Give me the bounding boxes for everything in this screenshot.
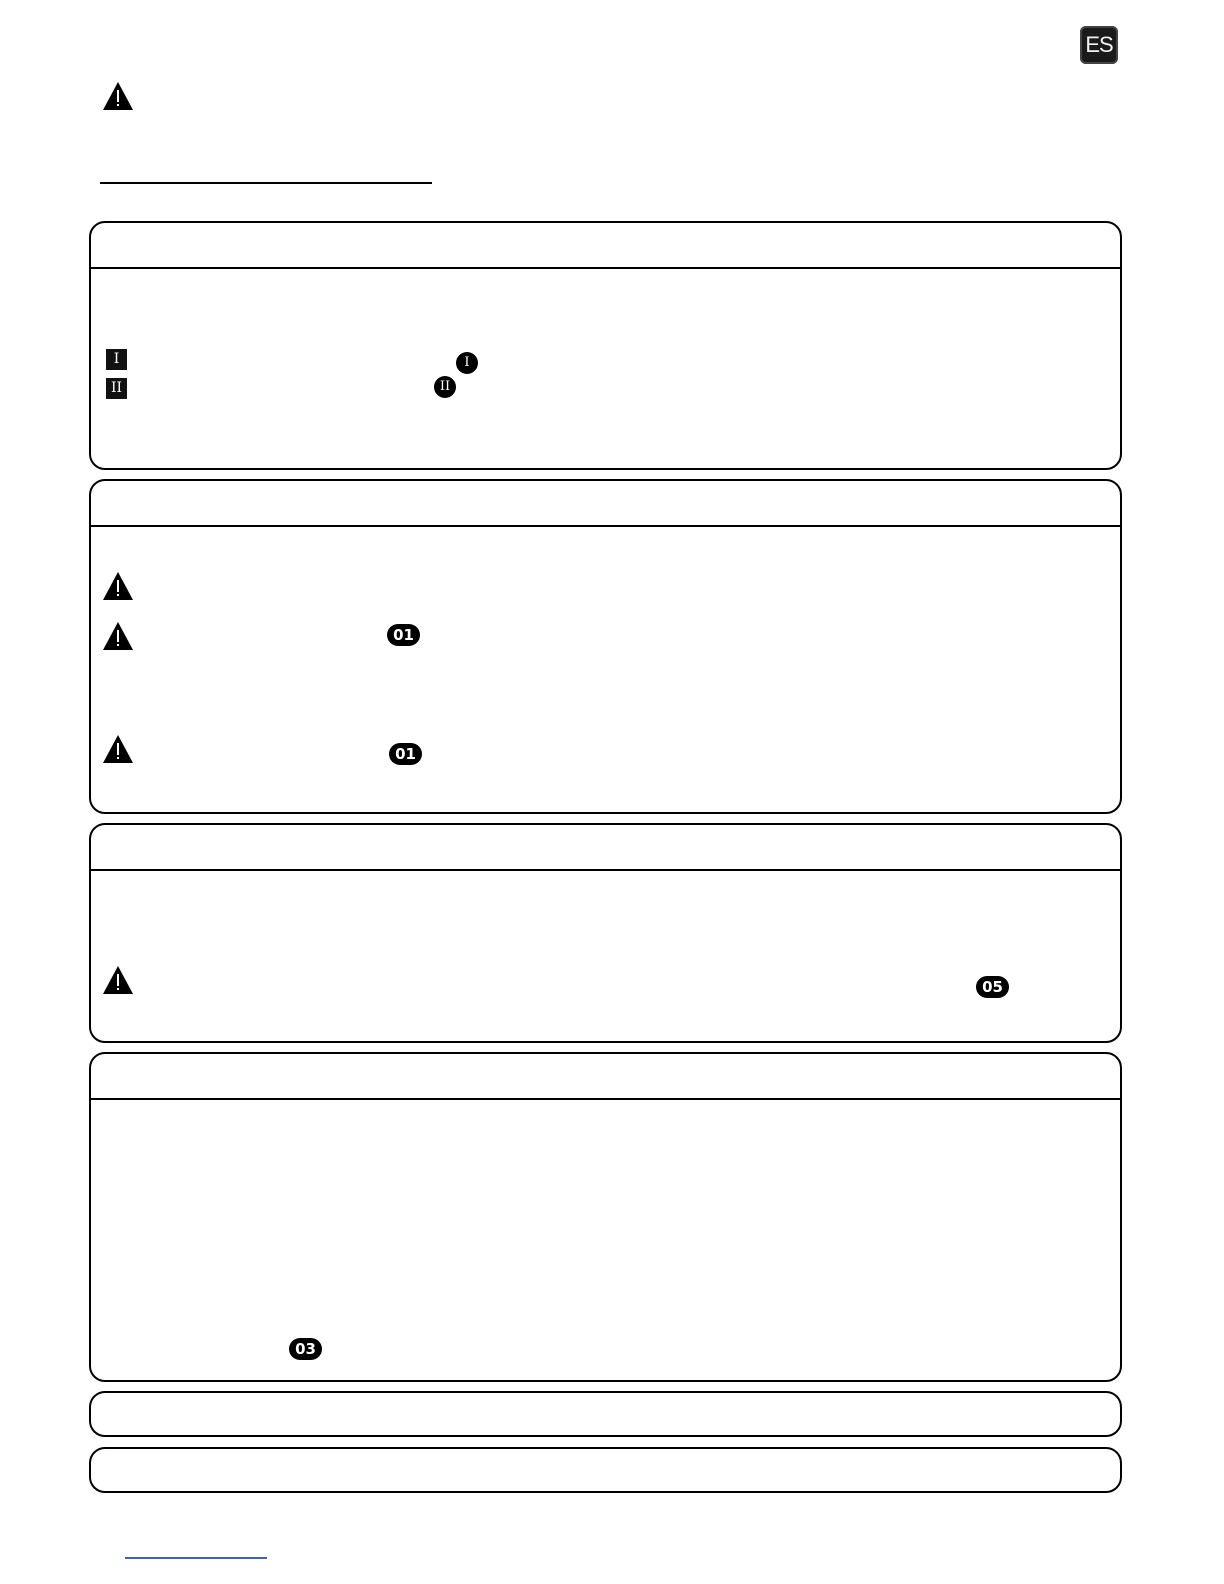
title-underline <box>100 182 432 184</box>
level-two-circle-icon: II <box>434 376 456 398</box>
section-header-divider <box>91 267 1120 269</box>
section-header-divider <box>91 869 1120 871</box>
level-one-square-icon: I <box>106 349 127 370</box>
reference-number-icon: 05 <box>976 976 1009 998</box>
reference-number-icon: 03 <box>289 1338 322 1360</box>
section-box-5 <box>89 1391 1122 1437</box>
section-box-2 <box>89 479 1122 814</box>
section-box-6 <box>89 1447 1122 1493</box>
section-box-3 <box>89 823 1122 1043</box>
warning-triangle-icon <box>102 734 134 764</box>
language-badge: ES <box>1080 26 1118 64</box>
footer-link[interactable] <box>125 1557 267 1559</box>
warning-triangle-icon <box>102 965 134 995</box>
level-one-circle-icon: I <box>456 352 478 374</box>
warning-triangle-icon <box>102 621 134 651</box>
section-box-4 <box>89 1052 1122 1382</box>
level-two-square-icon: II <box>106 378 127 399</box>
reference-number-icon: 01 <box>389 743 422 765</box>
warning-triangle-icon <box>102 81 134 111</box>
reference-number-icon: 01 <box>387 624 420 646</box>
section-header-divider <box>91 1098 1120 1100</box>
section-header-divider <box>91 525 1120 527</box>
section-box-1 <box>89 221 1122 470</box>
warning-triangle-icon <box>102 571 134 601</box>
